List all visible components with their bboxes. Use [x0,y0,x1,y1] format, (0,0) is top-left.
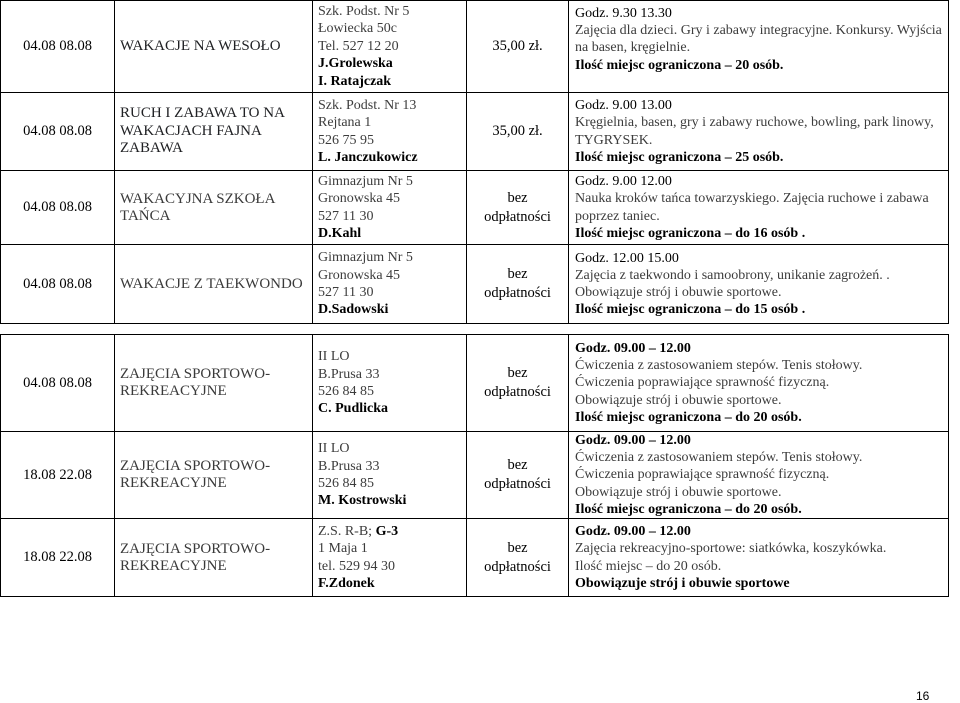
time-range: Godz. 09.00 – 12.00 [575,340,691,356]
description-cell [569,245,949,324]
capacity-note: Ilość miejsc ograniczona – 25 osób. [575,149,784,165]
location-line: Szk. Podst. Nr 5 [318,3,410,19]
coordinator-name: I. Ratajczak [318,73,392,89]
coordinator-name: F.Zdonek [318,575,375,591]
time-range: Godz. 12.00 15.00 [575,250,679,266]
capacity-note: Ilość miejsc ograniczona – do 16 osób . [575,225,806,241]
description-cell [569,335,949,432]
price-cell [467,519,569,597]
activity-name: WAKACJE Z TAEKWONDO [115,245,313,324]
activity-name: ZAJĘCIA SPORTOWO-REKREACYJNE [115,519,313,597]
coordinator-name: D.Kahl [318,225,362,241]
description-text: Nauka kroków tańca towarzyskiego. Zajęcia ruchowe i zabawa poprzez taniec. [575,191,929,224]
description-text: Ćwiczenia poprawiające sprawność fizyczną. [575,467,830,483]
description-cell [569,1,949,93]
school-code: G-3 [375,523,399,539]
description-cell [569,93,949,171]
description-text: Kręgielnia, basen, gry i zabawy ruchowe, bowling, park linowy, TYGRYSEK. [575,115,934,148]
coordinator-name: L. Janczukowicz [318,149,418,165]
price-cell [467,335,569,432]
location-line: B.Prusa 33 [318,458,380,474]
location-line: Tel. 527 12 20 [318,38,399,54]
location-cell [313,432,467,519]
date-cell: 18.08 22.08 [1,432,115,519]
description-text: Ćwiczenia z zastosowaniem stepów. Tenis stołowy. [575,358,863,374]
activities-table-bottom [0,334,949,597]
description-text: Ćwiczenia z zastosowaniem stepów. Tenis stołowy. [575,450,863,466]
location-line: Szk. Podst. Nr 13 [318,97,417,113]
equipment-note: Obowiązuje strój i obuwie sportowe. [575,285,782,300]
location-line: Gimnazjum Nr 5 [318,173,413,189]
table-row [1,432,949,519]
table-row [1,519,949,597]
activity-name: WAKACJE NA WESOŁO [115,1,313,93]
coordinator-name: J.Grolewska [318,56,393,72]
activity-name: RUCH I ZABAWA TO NA WAKACJACH FAJNA ZABAWA [115,93,313,171]
price-cell: 35,00 zł. [467,1,569,93]
table-row [1,1,949,93]
location-line: 526 84 85 [318,384,374,399]
date-cell: 04.08 08.08 [1,245,115,324]
location-line [318,523,466,540]
price-cell [467,432,569,519]
price-line: bez [507,457,528,473]
location-line: Rejtana 1 [318,115,372,131]
location-line: 1 Maja 1 [318,541,368,557]
time-range: Godz. 09.00 – 12.00 [575,433,691,448]
description-cell [569,519,949,597]
capacity-text: Ilość miejsc – do 20 osób. [575,558,722,574]
table-row [1,93,949,171]
description-cell [569,171,949,245]
equipment-note: Obowiązuje strój i obuwie sportowe [575,575,790,591]
page-number: 16 [916,689,930,703]
capacity-note: Ilość miejsc ograniczona – do 15 osób . [575,302,806,318]
location-line: Gronowska 45 [318,267,401,283]
price-line: odpłatności [484,285,551,301]
description-text: Zajęcia z taekwondo i samoobrony, unikanie zagrożeń. . [575,267,890,283]
location-cell [313,171,467,245]
time-range: Godz. 9.00 13.00 [575,98,672,114]
location-line: tel. 529 94 30 [318,558,395,574]
capacity-note: Ilość miejsc ograniczona – do 20 osób. [575,501,802,517]
price-line: bez [507,189,528,206]
date-cell: 18.08 22.08 [1,519,115,597]
date-cell: 04.08 08.08 [1,1,115,93]
date-cell: 04.08 08.08 [1,335,115,432]
table-row [1,245,949,324]
capacity-note: Ilość miejsc ograniczona – 20 osób. [575,57,784,73]
location-line: 526 84 85 [318,476,374,491]
location-cell [313,519,467,597]
school-name: Z.S. R-B; [318,523,376,539]
coordinator-name: D.Sadowski [318,302,389,318]
price-line: odpłatności [484,558,551,575]
table-row [1,335,949,432]
location-line: Gronowska 45 [318,191,401,207]
activity-name: ZAJĘCIA SPORTOWO-REKREACYJNE [115,335,313,432]
location-line: 527 11 30 [318,285,374,300]
time-range: Godz. 9.00 12.00 [575,174,672,190]
price-line: bez [507,266,528,282]
location-line: Gimnazjum Nr 5 [318,250,413,266]
price-cell [467,245,569,324]
price-line: odpłatności [484,208,551,225]
location-line: B.Prusa 33 [318,366,380,382]
price-line: odpłatności [484,384,551,400]
description-text: Ćwiczenia poprawiające sprawność fizyczną. [575,375,830,391]
location-line: Łowiecka 50c [318,21,397,37]
time-range: Godz. 09.00 – 12.00 [575,524,691,540]
activities-table-top [0,0,949,324]
location-line: II LO [318,349,350,365]
price-line: bez [507,539,528,556]
time-range: Godz. 9.30 13.30 [575,6,672,21]
equipment-note: Obowiązuje strój i obuwie sportowe. [575,392,782,408]
description-text: Zajęcia rekreacyjno-sportowe: siatkówka, koszykówka. [575,541,887,557]
location-line: 527 11 30 [318,208,374,224]
coordinator-name: C. Pudlicka [318,401,389,417]
capacity-note: Ilość miejsc ograniczona – do 20 osób. [575,409,802,425]
location-cell [313,1,467,93]
location-cell [313,93,467,171]
location-cell [313,245,467,324]
location-line: 526 75 95 [318,132,374,148]
activity-name: ZAJĘCIA SPORTOWO-REKREACYJNE [115,432,313,519]
description-cell [569,432,949,519]
table-row [1,171,949,245]
coordinator-name: M. Kostrowski [318,493,407,509]
price-line: bez [507,365,528,381]
location-cell [313,335,467,432]
description-text: Zajęcia dla dzieci. Gry i zabawy integracyjne. Konkursy. Wyjścia na basen, kręgielnie. [575,23,942,56]
location-line: II LO [318,441,350,457]
equipment-note: Obowiązuje strój i obuwie sportowe. [575,484,782,500]
price-cell: 35,00 zł. [467,93,569,171]
price-line: odpłatności [484,476,551,492]
date-cell: 04.08 08.08 [1,93,115,171]
price-cell [467,171,569,245]
date-cell: 04.08 08.08 [1,171,115,245]
activity-name: WAKACYJNA SZKOŁA TAŃCA [115,171,313,245]
